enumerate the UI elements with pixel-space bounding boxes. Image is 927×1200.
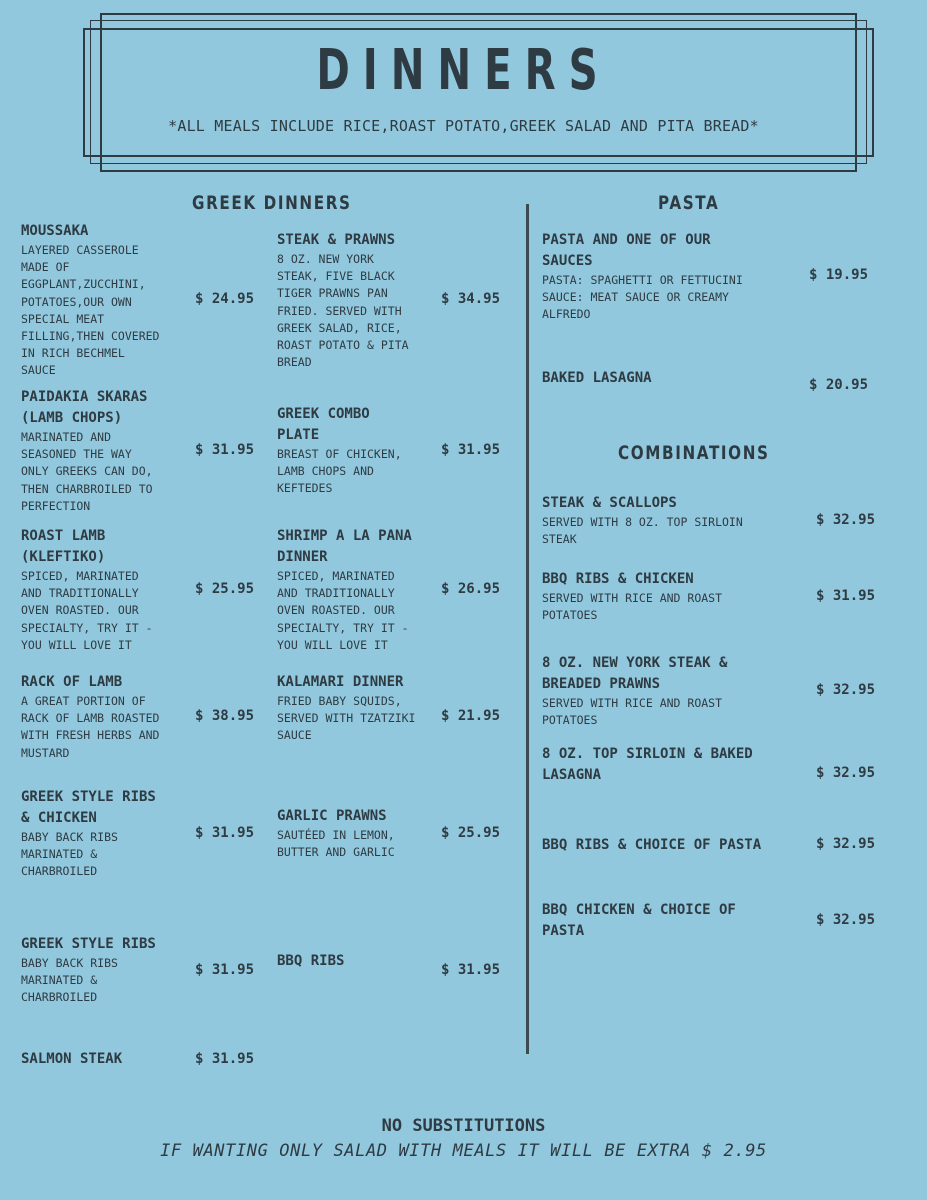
item-price: $ 19.95 — [809, 267, 869, 283]
menu-item-greek-ribs-chicken — [21, 787, 156, 881]
menu-item-bbq-ribs — [277, 951, 344, 972]
item-description: LAYERED CASSEROLE MADE OF EGGPLANT,ZUCCHINI, POTATOES,OUR OWN SPECIAL MEAT FILLING,THEN COVERED IN RICH BECHMEL SAUCE — [21, 243, 160, 378]
item-price: $ 32.95 — [816, 682, 876, 698]
item-name: GREEK COMBO PLATE — [277, 406, 370, 443]
item-description: SAUTÉED IN LEMON, BUTTER AND GARLIC — [277, 828, 395, 860]
item-name: BBQ RIBS & CHOICE OF PASTA — [542, 837, 762, 853]
menu-item-roast-lamb — [21, 526, 153, 654]
menu-item-bbq-ribs-chicken — [542, 569, 722, 624]
item-name: BBQ RIBS — [277, 953, 345, 969]
item-price: $ 31.95 — [441, 442, 501, 458]
menu-item-moussaka — [21, 221, 159, 380]
item-name: BBQ CHICKEN & CHOICE OF PASTA — [542, 902, 736, 939]
item-description: BREAST OF CHICKEN, LAMB CHOPS AND KEFTEDES — [277, 447, 402, 496]
item-price: $ 24.95 — [195, 291, 255, 307]
item-price: $ 32.95 — [816, 912, 876, 928]
item-price: $ 31.95 — [195, 1051, 255, 1067]
item-name: SALMON STEAK — [21, 1051, 123, 1067]
item-price: $ 31.95 — [195, 442, 255, 458]
item-description: SPICED, MARINATED AND TRADITIONALLY OVEN ROASTED. OUR SPECIALTY, TRY IT - YOU WILL LOVE IT — [21, 569, 153, 652]
no-substitutions-note: NO SUBSTITUTIONS — [381, 1116, 546, 1136]
item-description: SERVED WITH RICE AND ROAST POTATOES — [542, 696, 723, 728]
menu-item-garlic-prawns — [277, 806, 395, 861]
item-price: $ 21.95 — [441, 708, 501, 724]
item-name: BAKED LASAGNA — [542, 370, 652, 386]
item-name: STEAK & SCALLOPS — [542, 495, 677, 511]
item-name: KALAMARI DINNER — [277, 674, 404, 690]
menu-item-greek-ribs — [21, 934, 156, 1007]
page-title: DINNERS — [316, 38, 611, 103]
menu-item-bbq-ribs-pasta — [542, 835, 761, 856]
item-description: MARINATED AND SEASONED THE WAY ONLY GREEKS CAN DO, THEN CHARBROILED TO PERFECTION — [21, 430, 153, 513]
item-price: $ 31.95 — [195, 825, 255, 841]
item-name: GREEK STYLE RIBS & CHICKEN — [21, 789, 156, 826]
item-name: SHRIMP A LA PANA DINNER — [277, 528, 412, 565]
salad-extra-note: IF WANTING ONLY SALAD WITH MEALS IT WILL BE EXTRA $ 2.95 — [160, 1141, 767, 1161]
menu-item-greek-combo — [277, 404, 402, 498]
item-price: $ 38.95 — [195, 708, 255, 724]
item-name: PASTA AND ONE OF OUR SAUCES — [542, 232, 711, 269]
item-price: $ 34.95 — [441, 291, 501, 307]
menu-item-steak-scallops — [542, 493, 743, 548]
column-divider — [526, 204, 529, 1054]
menu-item-kalamari — [277, 672, 415, 745]
menu-item-paidakia-skaras — [21, 387, 153, 515]
item-description: 8 OZ. NEW YORK STEAK, FIVE BLACK TIGER PRAWNS PAN FRIED. SERVED WITH GREEK SALAD, RICE, ROAST POTATO & PITA BREAD — [277, 252, 409, 370]
menu-item-salmon-steak — [21, 1049, 122, 1070]
menu-item-steak-prawns — [277, 230, 409, 371]
item-price: $ 31.95 — [441, 962, 501, 978]
item-name: ROAST LAMB (KLEFTIKO) — [21, 528, 106, 565]
page-subtitle: *ALL MEALS INCLUDE RICE,ROAST POTATO,GREEK SALAD AND PITA BREAD* — [168, 117, 759, 135]
greek-dinners-heading: GREEK DINNERS — [192, 192, 352, 214]
item-price: $ 31.95 — [816, 588, 876, 604]
item-name: GARLIC PRAWNS — [277, 808, 387, 824]
item-description: SPICED, MARINATED AND TRADITIONALLY OVEN ROASTED. OUR SPECIALTY, TRY IT - YOU WILL LOVE IT — [277, 569, 409, 652]
menu-item-shrimp-a-la-pana — [277, 526, 412, 654]
item-description: BABY BACK RIBS MARINATED & CHARBROILED — [21, 830, 118, 879]
item-price: $ 32.95 — [816, 836, 876, 852]
combinations-heading: COMBINATIONS — [618, 442, 770, 464]
item-name: MOUSSAKA — [21, 223, 89, 239]
item-price: $ 25.95 — [195, 581, 255, 597]
item-description: PASTA: SPAGHETTI OR FETTUCINI SAUCE: MEAT SAUCE OR CREAMY ALFREDO — [542, 273, 743, 322]
menu-item-bbq-chicken-pasta — [542, 900, 736, 942]
menu-item-sirloin-lasagna — [542, 744, 753, 786]
item-description: A GREAT PORTION OF RACK OF LAMB ROASTED WITH FRESH HERBS AND MUSTARD — [21, 694, 160, 760]
item-price: $ 31.95 — [195, 962, 255, 978]
menu-item-pasta-sauce — [542, 230, 743, 324]
item-description: BABY BACK RIBS MARINATED & CHARBROILED — [21, 956, 118, 1005]
item-price: $ 32.95 — [816, 512, 876, 528]
item-name: RACK OF LAMB — [21, 674, 123, 690]
menu-item-rack-of-lamb — [21, 672, 159, 762]
item-name: GREEK STYLE RIBS — [21, 936, 156, 952]
menu-item-baked-lasagna — [542, 368, 652, 389]
item-name: BBQ RIBS & CHICKEN — [542, 571, 694, 587]
item-price: $ 26.95 — [441, 581, 501, 597]
item-description: SERVED WITH RICE AND ROAST POTATOES — [542, 591, 723, 623]
item-description: FRIED BABY SQUIDS, SERVED WITH TZATZIKI SAUCE — [277, 694, 416, 743]
item-description: SERVED WITH 8 OZ. TOP SIRLOIN STEAK — [542, 515, 743, 547]
item-name: 8 OZ. NEW YORK STEAK & BREADED PRAWNS — [542, 655, 728, 692]
item-name: PAIDAKIA SKARAS (LAMB CHOPS) — [21, 389, 148, 426]
menu-item-ny-steak-prawns — [542, 653, 727, 729]
item-name: 8 OZ. TOP SIRLOIN & BAKED LASAGNA — [542, 746, 753, 783]
item-price: $ 32.95 — [816, 765, 876, 781]
item-name: STEAK & PRAWNS — [277, 232, 396, 248]
item-price: $ 20.95 — [809, 377, 869, 393]
item-price: $ 25.95 — [441, 825, 501, 841]
pasta-heading: PASTA — [658, 192, 720, 214]
